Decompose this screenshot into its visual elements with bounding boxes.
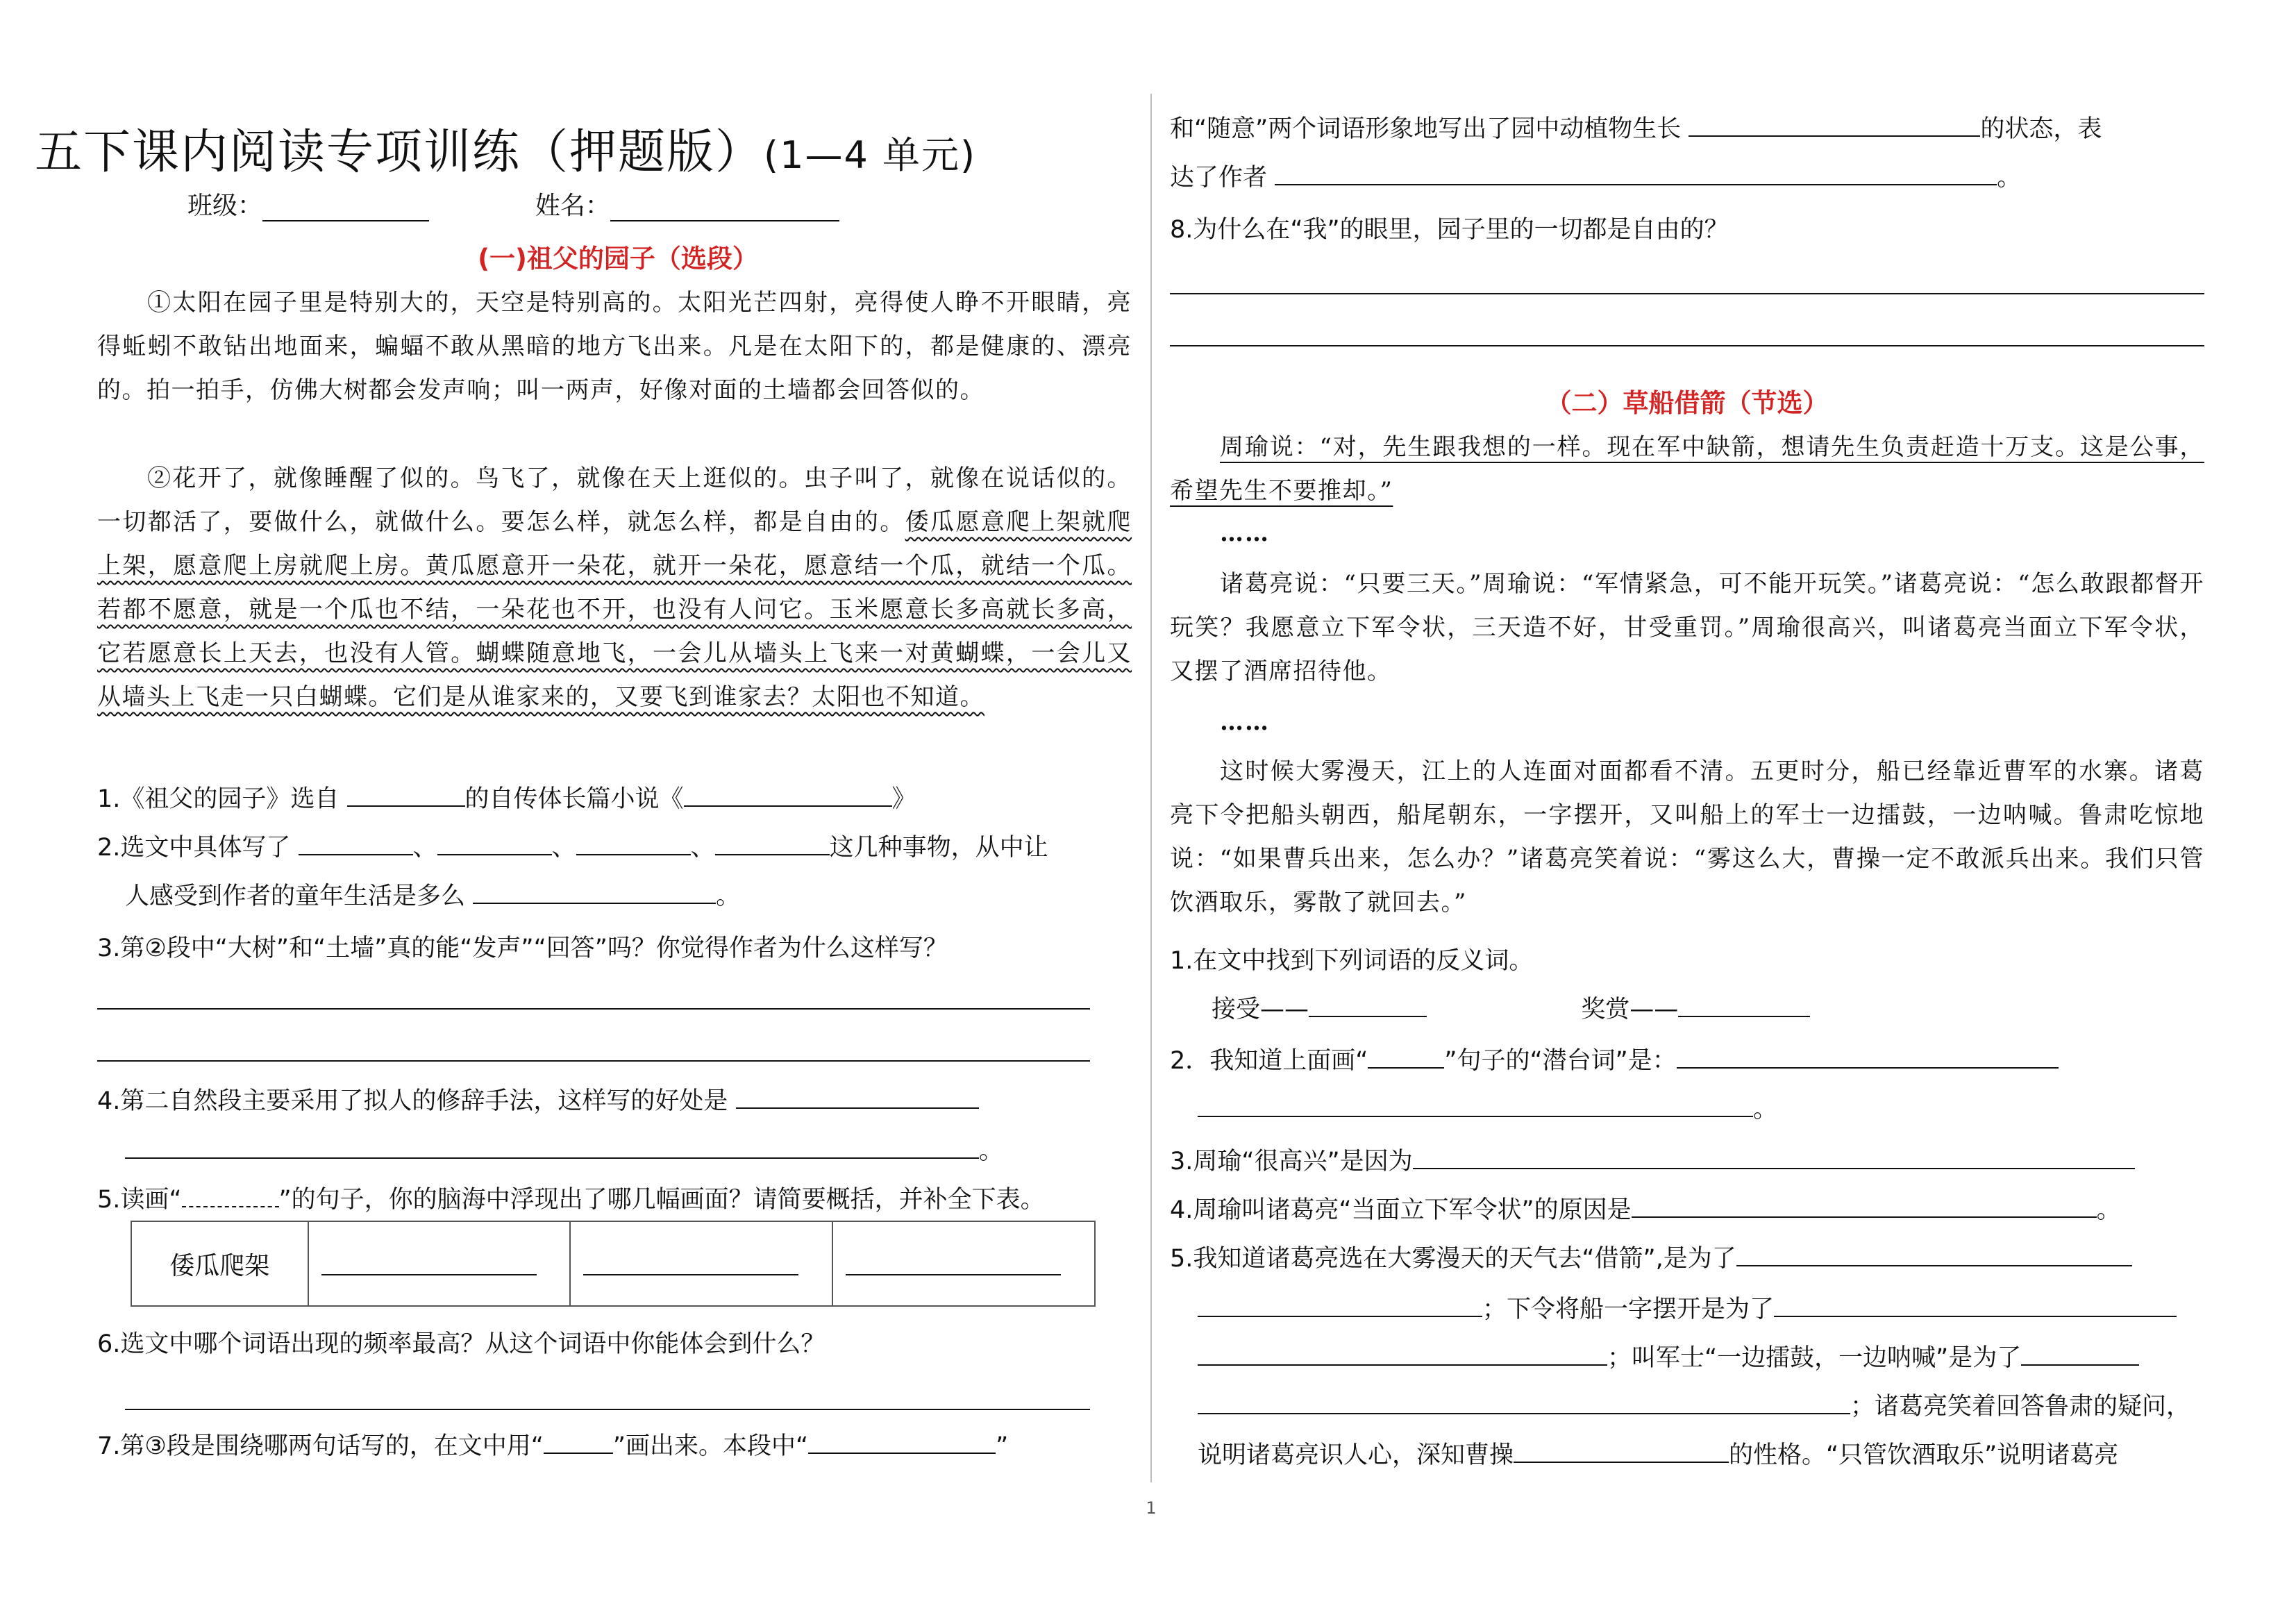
table-cell[interactable] [832, 1221, 1095, 1306]
answer-blank[interactable] [1774, 1291, 2177, 1317]
s2-question-2: 2．我知道上面画“ ”句子的“潜台词”是： [1170, 1039, 2059, 1083]
answer-blank[interactable] [1514, 1437, 1729, 1463]
question-3: 3.第②段中“大树”和“土墙”真的能“发声”“回答”吗？你觉得作者为什么这样写？ [97, 935, 948, 962]
answer-blank[interactable] [684, 780, 892, 807]
question-5: 5.读画“ ”的句子，你的脑海中浮现出了哪几幅画面？请简要概括，并补全下表。 [97, 1178, 1045, 1222]
s2-question-5-cont4: 说明诸葛亮识人心，深知曹操 的性格。“只管饮酒取乐”说明诸葛亮 [1198, 1434, 2118, 1477]
answer-blank[interactable] [125, 1132, 979, 1159]
question-8: 8.为什么在“我”的眼里，园子里的一切都是自由的？ [1170, 216, 1729, 244]
answer-blank[interactable] [736, 1082, 979, 1109]
answer-blank[interactable] [1632, 1191, 2097, 1218]
s2-question-4: 4.周瑜叫诸葛亮“当面立下军令状”的原因是 。 [1170, 1189, 2121, 1232]
s2-question-5: 5.我知道诸葛亮选在大雾漫天的天气去“借箭”,是为了 [1170, 1237, 2132, 1281]
answer-blank[interactable] [1275, 159, 1997, 185]
answer-blank[interactable] [1677, 1042, 2059, 1069]
passage2-paragraph-2: 诸葛亮说：“只要三天。”周瑜说：“军情紧急，可不能开玩笑。”诸葛亮说：“怎么敢跟都督开玩笑？我愿意立下军令状，三天造不好，甘受重罚。”周瑜很高兴，叫诸葛亮当面立下军令状，又摆了酒席招待他。 [1170, 570, 2204, 685]
passage-paragraph-2: ②花开了，就像睡醒了似的。鸟飞了，就像在天上逛似的。虫子叫了，就像在说话似的。一切都活了，要做什么，就做什么。要怎么样，就怎么样，都是自由的。倭瓜愿意爬上架就爬上架，愿意爬上房就爬上房。黄瓜愿意开一朵花，就开一朵花，愿意结一个瓜，就结一个瓜。若都不愿意，就是一个瓜也不结，一朵花也不开，也没有人问它。玉米愿意长多高就长多高，它若愿意长上天去，也没有人管。蝴蝶随意地飞，一会儿从墙头上飞来一对黄蝴蝶，一会儿又从墙头上飞走一只白蝴蝶。它们是从谁家来的，又要飞到谁家去？太阳也不知道。 [97, 464, 1132, 711]
class-label: 班级： [187, 192, 263, 220]
answer-blank[interactable] [1198, 1091, 1753, 1117]
answer-blank[interactable] [1413, 1143, 2135, 1169]
page-title: 五下课内阅读专项训练（押题版）(1—4 单元) [35, 125, 977, 180]
name-label: 姓名： [535, 192, 610, 220]
answer-blank[interactable] [576, 829, 691, 855]
question-7-cont2: 达了作者 。 [1170, 156, 2021, 200]
s2-question-3: 3.周瑜“很高兴”是因为 [1170, 1140, 2135, 1184]
question-7: 7.第③段是围绕哪两句话写的，在文中用“ ”画出来。本段中“ ” [97, 1425, 1008, 1468]
answer-blank[interactable] [1198, 1388, 1850, 1414]
answer-blank[interactable] [2021, 1339, 2139, 1366]
answer-blank[interactable] [808, 1428, 996, 1454]
name-row [187, 186, 839, 221]
answer-line[interactable] [97, 1007, 1090, 1010]
answer-blank[interactable] [715, 829, 830, 855]
s2-question-5-cont3: ；诸葛亮笑着回答鲁肃的疑问， [1198, 1385, 2190, 1429]
passage-paragraph-1: ①太阳在园子里是特别大的，天空是特别高的。太阳光芒四射，亮得使人睁不开眼睛，亮得蚯蚓不敢钻出地面来，蝙蝠不敢从黑暗的地方飞出来。凡是在太阳下的，都是健康的、漂亮的。拍一拍手，仿佛大树都会发声响；叫一两声，好像对面的土墙都会回答似的。 [97, 289, 1132, 404]
s2-question-5-cont1: ；下令将船一字摆开是为了 [1198, 1288, 2177, 1332]
page-number: 1 [1146, 1498, 1157, 1518]
passage2-paragraph-1 [1170, 426, 2204, 513]
answer-blank[interactable] [299, 829, 413, 855]
s2-question-1: 1.在文中找到下列词语的反义词。 [1170, 947, 1534, 975]
question-1: 1.《祖父的园子》选自 的自传体长篇小说《 》 [97, 778, 916, 821]
wavy-underlined-text: 倭瓜愿意爬上架就爬上架，愿意爬上房就爬上房。黄瓜愿意开一朵花，就开一朵花，愿意结一个瓜，就结一个瓜。若都不愿意，就是一个瓜也不结，一朵花也不开，也没有人问它。玉米愿意长多高就长多高，它若愿意长上天去，也没有人管。蝴蝶随意地飞，一会儿从墙头上飞来一对黄蝴蝶，一会儿又从墙头上飞走一只白蝴蝶。它们是从谁家来的，又要飞到谁家去？太阳也不知道。 [97, 508, 1132, 711]
answer-blank[interactable] [1678, 991, 1810, 1017]
answer-blank[interactable] [473, 878, 716, 904]
table-cell[interactable] [570, 1221, 832, 1306]
answer-blank[interactable] [1736, 1240, 2132, 1266]
answer-line[interactable] [1170, 292, 2204, 294]
ellipsis: …… [1220, 519, 1270, 547]
answer-blank[interactable] [1309, 991, 1427, 1017]
ellipsis: …… [1220, 708, 1270, 736]
s2-question-2-cont: 。 [1198, 1088, 1777, 1132]
question-7-cont: 和“随意”两个词语形象地写出了园中动植物生长 的状态，表 [1170, 108, 2102, 151]
name-field[interactable] [610, 195, 839, 221]
question-2-cont: 人感受到作者的童年生活是多么 。 [125, 875, 740, 919]
question-6: 6.选文中哪个词语出现的频率最高？从这个词语中你能体会到什么？ [97, 1330, 826, 1358]
question-4: 4.第二自然段主要采用了拟人的修辞手法，这样写的好处是 [97, 1080, 979, 1123]
answer-blank[interactable] [347, 780, 465, 807]
question-2: 2.选文中具体写了 、 、 、 这几种事物，从中让 [97, 826, 1048, 870]
answer-blank[interactable] [544, 1428, 613, 1454]
answer-blank[interactable] [1368, 1042, 1444, 1069]
answer-blank[interactable] [1198, 1291, 1482, 1317]
answer-blank[interactable] [437, 829, 552, 855]
table-row [131, 1221, 1095, 1306]
wavy-mark-sample [182, 1181, 279, 1207]
answer-line[interactable] [125, 1407, 1090, 1410]
answer-blank[interactable] [1689, 110, 1980, 137]
s2-question-1-items: 接受—— 奖赏—— [1212, 988, 1810, 1032]
section-1-heading: (一)祖父的园子（选段） [478, 244, 758, 274]
underlined-text: 周瑜说：“对，先生跟我想的一样。现在军中缺箭，想请先生负责赶造十万支。这是公事，希望先生不要推却。” [1170, 433, 2204, 505]
answer-line[interactable] [97, 1059, 1090, 1062]
s2-question-5-cont2: ；叫军士“一边擂鼓，一边呐喊”是为了 [1198, 1337, 2139, 1380]
answer-line[interactable] [1170, 344, 2204, 346]
table-cell: 倭瓜爬架 [131, 1221, 308, 1306]
question-4-cont: 。 [125, 1130, 1003, 1173]
class-field[interactable] [262, 195, 429, 221]
column-divider [1150, 94, 1152, 1482]
summary-table [131, 1221, 1096, 1307]
title-suffix: (1—4 单元) [764, 133, 977, 177]
section-2-heading: （二）草船借箭（节选） [1545, 388, 1829, 418]
answer-blank[interactable] [1198, 1339, 1607, 1366]
passage2-paragraph-3: 这时候大雾漫天，江上的人连面对面都看不清。五更时分，船已经靠近曹军的水寨。诸葛亮下令把船头朝西，船尾朝东，一字摆开，又叫船上的军士一边擂鼓，一边呐喊。鲁肃吃惊地说：“如果曹兵出来，怎么办？”诸葛亮笑着说：“雾这么大，曹操一定不敢派兵出来。我们只管饮酒取乐，雾散了就回去。” [1170, 757, 2204, 916]
table-cell[interactable] [308, 1221, 571, 1306]
